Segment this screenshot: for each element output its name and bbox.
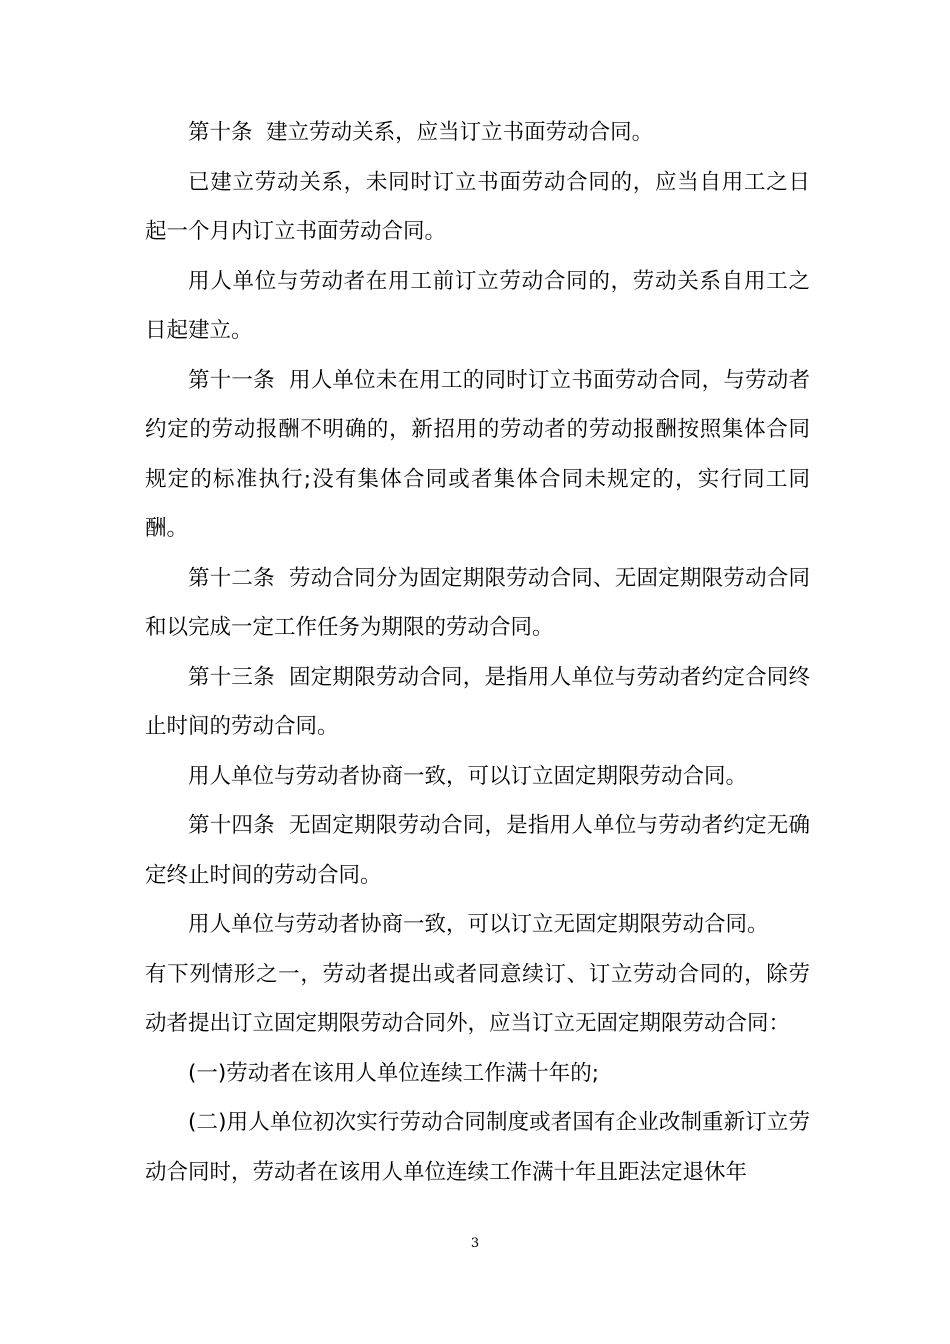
paragraph-article-14: 第十四条 无固定期限劳动合同，是指用人单位与劳动者约定无确定终止时间的劳动合同。: [145, 813, 810, 888]
paragraph-article-13-clause-2: 用人单位与劳动者协商一致，可以订立固定期限劳动合同。: [188, 763, 748, 789]
paragraph-article-10-clause-3: 用人单位与劳动者在用工前订立劳动合同的，劳动关系自用工之日起建立。: [145, 268, 810, 343]
paragraph-article-14-clause-2: 用人单位与劳动者协商一致，可以订立无固定期限劳动合同。: [188, 912, 769, 937]
document-body: [145, 108, 810, 1197]
paragraph-article-10-clause-2: 已建立劳动关系，未同时订立书面劳动合同的，应当自用工之日起一个月内订立书面劳动合同。: [145, 169, 810, 244]
paragraph-article-11: 第十一条 用人单位未在用工的同时订立书面劳动合同，与劳动者约定的劳动报酬不明确的，新招用的劳动者的劳动报酬按照集体合同规定的标准执行;没有集体合同或者集体合同未规定的，实行同工同酬。: [145, 367, 810, 541]
paragraph-article-12: 第十二条 劳动合同分为固定期限劳动合同、无固定期限劳动合同和以完成一定工作任务为期限的劳动合同。: [145, 565, 810, 640]
paragraph-item-2: (二)用人单位初次实行劳动合同制度或者国有企业改制重新订立劳动合同时，劳动者在该用人单位连续工作满十年且距法定退休年: [145, 1110, 810, 1185]
paragraph-article-13: 第十三条 固定期限劳动合同，是指用人单位与劳动者约定合同终止时间的劳动合同。: [145, 664, 810, 739]
paragraph-article-14-clause-3: 有下列情形之一，劳动者提出或者同意续订、订立劳动合同的，除劳动者提出订立固定期限劳动合同外，应当订立无固定期限劳动合同：: [145, 961, 810, 1036]
page-number: 3: [470, 1236, 480, 1251]
paragraph-article-10: 第十条 建立劳动关系，应当订立书面劳动合同。: [188, 120, 654, 145]
paragraph-item-1: (一)劳动者在该用人单位连续工作满十年的;: [188, 1060, 600, 1086]
